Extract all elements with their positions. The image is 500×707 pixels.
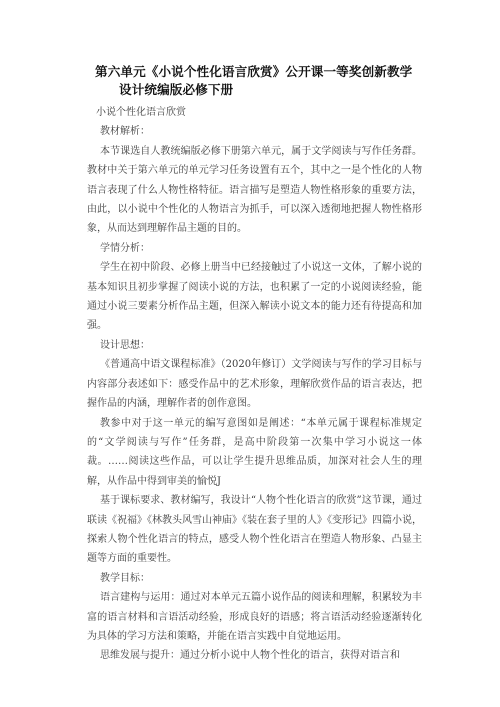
title-line-1: 第六单元《小说个性化语言欣赏》公开课一等奖创新教学 — [95, 64, 413, 79]
paragraph-design-basis: 基于课标要求、教材编写，我设计“人物个性化语言的欣赏”这节课，通过联读《祝福》《林教头风雪山神庙》《装在套子里的人》《变形记》四篇小说，探索人物个性化语言的特点，感受人物个性化语言在塑造人物形象、凸显主题等方面的重要性。 — [87, 495, 422, 565]
section-heading-textbook: 教材解析： — [100, 126, 150, 138]
paragraph-goal-thinking: 思维发展与提升：通过分析小说中人物个性化的语言，获得对语言和 — [100, 650, 400, 662]
paragraph-curriculum: 《普通高中语文课程标准》（2020年修订）文学阅读与写作的学习目标与内容部分表述如下：感受作品中的艺术形象，理解欣赏作品的语言表达，把握作品的内涵，理解作者的创作意图。 — [87, 359, 422, 410]
title-line-2: 设计统编版必修下册 — [119, 82, 234, 97]
document-body — [87, 103, 422, 666]
paragraph-students: 学生在初中阶段、必修上册当中已经接触过了小说这一文体，了解小说的基本知识且初步掌握了阅读小说的方法，也积累了一定的小说阅读经验，能通过小说三要素分析作品主题，但深入解读小说文本的能力还有待提高和加强。 — [87, 262, 422, 332]
paragraph-goal-language: 语言建构与运用：通过对本单元五篇小说作品的阅读和理解，积累较为丰富的语言材料和言语活动经验，形成良好的语感；将言语活动经验逐渐转化为具体的学习方法和策略，并能在语言实践中自觉地运用。 — [87, 592, 422, 642]
section-heading-goals: 教学目标： — [100, 572, 150, 584]
document-title — [95, 63, 455, 99]
section-heading-design: 设计思想： — [100, 339, 150, 351]
paragraph-reference: 教参中对于这一单元的编写意图如是阐述：“本单元属于课程标准规定的“文学阅读与写作”任务群，是高中阶段第一次集中学习小说这一体裁。……阅读这些作品，可以让学生提升思维品质，加深对社会人生的理解，从作品中得到审美的愉悦J — [87, 417, 422, 487]
section-heading-students: 学情分析： — [100, 242, 150, 254]
paragraph-textbook: 本节课选自人教统编版必修下册第六单元，属于文学阅读与写作任务群。教材中关于第六单元的单元学习任务设置有五个，其中之一是个性化的人物语言表现了什么人物性格特征。语言描写是塑造人物性格形象的重要方法，由此，以小说中个性化的人物语言为抓手，可以深入透彻地把握人物性格形象，从而达到理解作品主题的目的。 — [87, 145, 422, 235]
lesson-name: 小说个性化语言欣赏 — [96, 107, 186, 118]
